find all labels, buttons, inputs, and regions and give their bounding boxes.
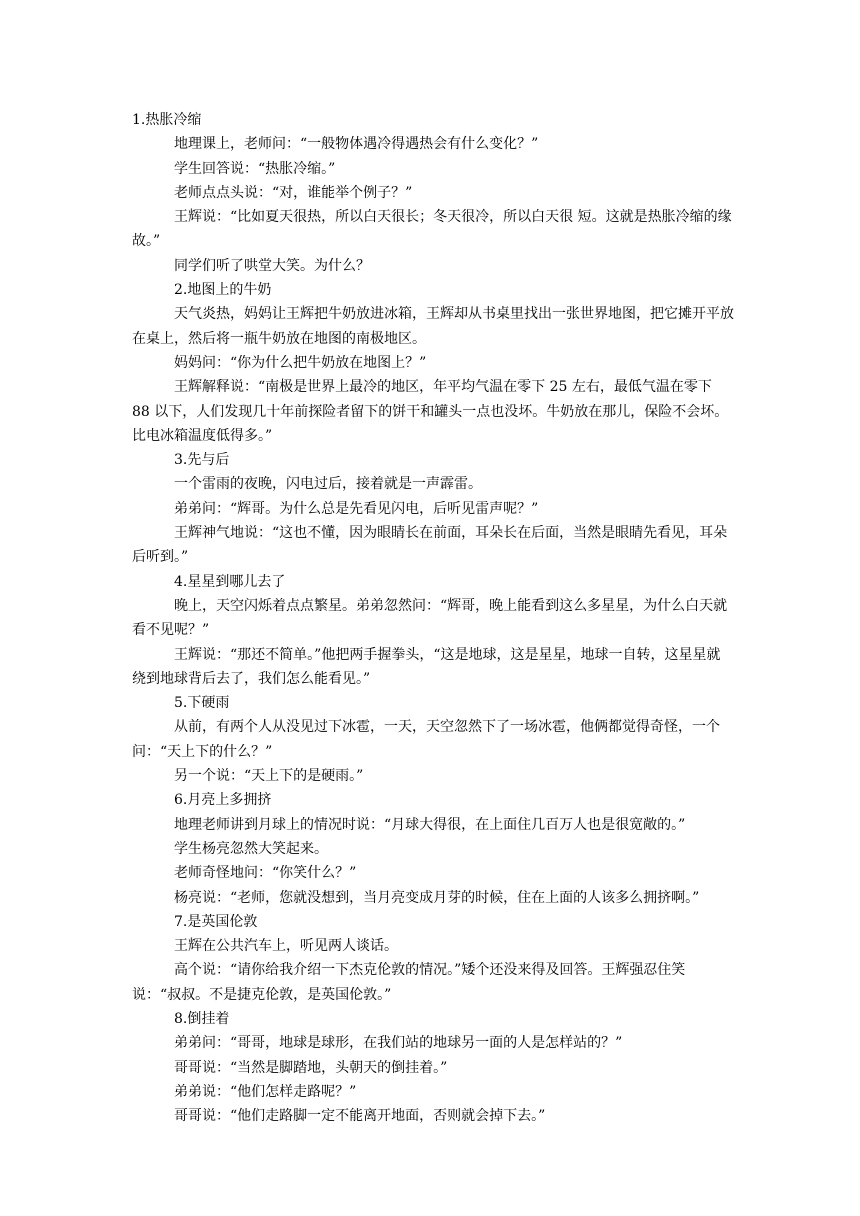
paragraph: 一个雷雨的夜晚，闪电过后，接着就是一声霹雷。: [174, 476, 482, 493]
paragraph: 从前，有两个人从没见过下冰雹，一天，天空忽然下了一场冰雹，他俩都觉得奇怪，一个问：“天上下的什么？”: [132, 719, 720, 760]
paragraph: 王辉说：“那还不简单。”他把两手握拳头，“这是地球，这是星星，地球一自转，这星星就绕到地球背后去了，我们怎么能看见。”: [132, 646, 721, 687]
paragraph: 学生回答说：“热胀冷缩。”: [174, 160, 336, 177]
paragraph: 妈妈问：“你为什么把牛奶放在地图上？”: [174, 354, 427, 371]
story-title: 5.下硬雨: [174, 695, 230, 712]
story-title: 8.倒挂着: [174, 1010, 230, 1027]
paragraph: 哥哥说：“当然是脚踏地，头朝天的倒挂着。”: [174, 1059, 448, 1076]
story-title: 2.地图上的牛奶: [174, 282, 272, 299]
paragraph: 王辉解释说：“南极是世界上最冷的地区，年平均气温在零下 25 左右，最低气温在零下 88 以下，人们发现几十年前探险者留下的饼干和罐头一点也没坏。牛奶放在那儿，保险不会坏。比电冰箱温度低得多。”: [132, 379, 729, 444]
paragraph: 同学们听了哄堂大笑。为什么？: [174, 257, 370, 274]
paragraph: 地理老师讲到月球上的情况时说：“月球大得很，在上面住几百万人也是很宽敞的。”: [174, 816, 686, 833]
paragraph: 高个说：“请你给我介绍一下杰克伦敦的情况。”矮个还没来得及回答。王辉强忍住笑说：“叔叔。不是捷克伦敦，是英国伦敦。”: [132, 962, 686, 1003]
paragraph: 王辉神气地说：“这也不懂，因为眼睛长在前面，耳朵长在后面，当然是眼睛先看见，耳朵后听到。”: [132, 525, 728, 566]
story-title: 6.月亮上多拥挤: [174, 792, 272, 809]
paragraph: 弟弟说：“他们怎样走路呢？”: [174, 1083, 357, 1100]
paragraph: 天气炎热，妈妈让王辉把牛奶放进冰箱，王辉却从书桌里找出一张世界地图，把它摊开平放在桌上，然后将一瓶牛奶放在地图的南极地区。: [132, 306, 734, 347]
paragraph: 王辉说：“比如夏天很热，所以白天很长；冬天很冷，所以白天很 短。这就是热胀冷缩的缘故。”: [132, 209, 732, 250]
story-title: 1.热胀冷缩: [132, 112, 202, 128]
paragraph: 学生杨亮忽然大笑起来。: [174, 840, 328, 857]
paragraph: 晚上，天空闪烁着点点繁星。弟弟忽然问：“辉哥，晚上能看到这么多星星，为什么白天就看不见呢？”: [132, 597, 728, 639]
paragraph: 弟弟问：“哥哥，地球是球形，在我们站的地球另一面的人是怎样站的？”: [174, 1035, 623, 1052]
paragraph: 老师奇怪地问：“你笑什么？”: [174, 865, 357, 882]
story-title: 4.星星到哪儿去了: [174, 573, 286, 590]
paragraph: 哥哥说：“他们走路脚一定不能离开地面，否则就会掉下去。”: [174, 1108, 546, 1125]
paragraph: 弟弟问：“辉哥。为什么总是先看见闪电，后听见雷声呢？”: [174, 500, 539, 517]
story-title: 3.先与后: [174, 452, 230, 469]
paragraph: 王辉在公共汽车上，听见两人谈话。: [174, 938, 398, 955]
paragraph: 杨亮说：“老师，您就没想到，当月亮变成月芽的时候，住在上面的人该多么拥挤啊。”: [174, 889, 700, 906]
paragraph: 地理课上，老师问：“一般物体遇冷得遇热会有什么变化？”: [174, 136, 539, 153]
paragraph: 另一个说：“天上下的是硬雨。”: [174, 768, 364, 785]
paragraph: 老师点点头说：“对，谁能举个例子？”: [174, 184, 413, 201]
story-title: 7.是英国伦敦: [174, 913, 258, 930]
